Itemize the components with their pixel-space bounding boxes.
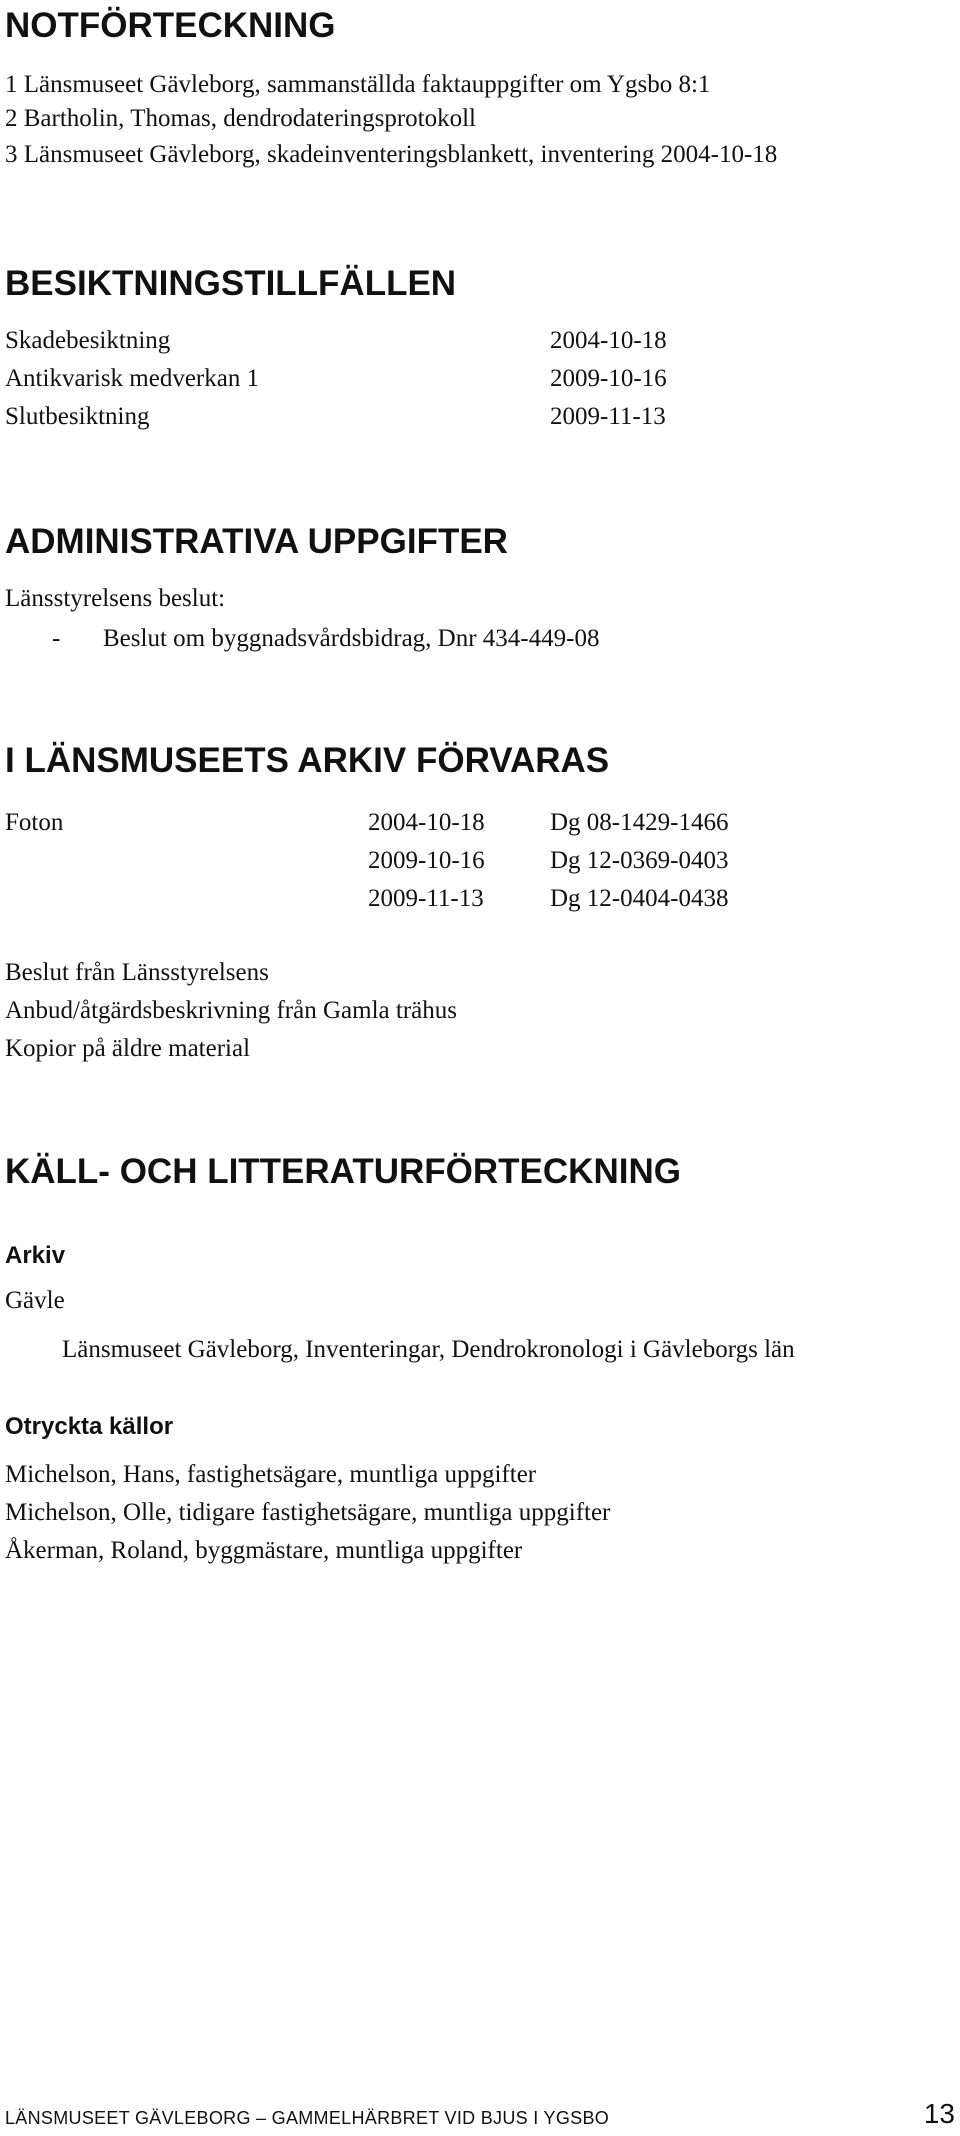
besiktningstillfallen-heading: BESIKTNINGSTILLFÄLLEN bbox=[5, 264, 457, 303]
page-footer: LÄNSMUSEET GÄVLEBORG – GAMMELHÄRBRET VID BJUS I YGSBO bbox=[5, 2108, 610, 2128]
inspection-date-3: 2009-11-13 bbox=[550, 403, 666, 430]
foto-date-1: 2004-10-18 bbox=[368, 809, 485, 836]
archive-item-2: Anbud/åtgärdsbeskrivning från Gamla trähus bbox=[5, 997, 457, 1024]
beslut-item: Beslut om byggnadsvårdsbidrag, Dnr 434-449-08 bbox=[103, 625, 600, 652]
otryckta-kallor-subheading: Otryckta källor bbox=[5, 1413, 174, 1440]
foto-date-2: 2009-10-16 bbox=[368, 847, 485, 874]
archive-item-1: Beslut från Länsstyrelsens bbox=[5, 959, 269, 986]
otryckt-source-2: Michelson, Olle, tidigare fastighetsägare, muntliga uppgifter bbox=[5, 1499, 611, 1526]
kallforteckning-heading: KÄLL- OCH LITTERATURFÖRTECKNING bbox=[5, 1152, 681, 1191]
foto-ref-1: Dg 08-1429-1466 bbox=[550, 809, 729, 836]
arkiv-forvaras-heading: I LÄNSMUSEETS ARKIV FÖRVARAS bbox=[5, 741, 610, 780]
inspection-date-1: 2004-10-18 bbox=[550, 327, 667, 354]
inspection-label-1: Skadebesiktning bbox=[5, 327, 171, 354]
place-label: Gävle bbox=[5, 1287, 65, 1314]
note-1: 1 Länsmuseet Gävleborg, sammanställda faktauppgifter om Ygsbo 8:1 bbox=[5, 71, 711, 98]
archive-item-3: Kopior på äldre material bbox=[5, 1035, 251, 1062]
lansstyrelsens-beslut-label: Länsstyrelsens beslut: bbox=[5, 585, 226, 612]
foton-label: Foton bbox=[5, 809, 64, 836]
list-dash: - bbox=[52, 625, 61, 652]
otryckt-source-1: Michelson, Hans, fastighetsägare, muntliga uppgifter bbox=[5, 1461, 537, 1488]
notforteckning-heading: NOTFÖRTECKNING bbox=[5, 6, 336, 45]
inspection-label-2: Antikvarisk medverkan 1 bbox=[5, 365, 260, 392]
arkiv-entry: Länsmuseet Gävleborg, Inventeringar, Dendrokronologi i Gävleborgs län bbox=[62, 1336, 795, 1363]
note-3: 3 Länsmuseet Gävleborg, skadeinventeringsblankett, inventering 2004-10-18 bbox=[5, 141, 778, 168]
inspection-label-3: Slutbesiktning bbox=[5, 403, 150, 430]
administrativa-heading: ADMINISTRATIVA UPPGIFTER bbox=[5, 522, 508, 561]
inspection-date-2: 2009-10-16 bbox=[550, 365, 667, 392]
arkiv-subheading: Arkiv bbox=[5, 1242, 66, 1269]
otryckt-source-3: Åkerman, Roland, byggmästare, muntliga uppgifter bbox=[5, 1537, 523, 1564]
page-number: 13 bbox=[923, 2098, 955, 2129]
foto-ref-2: Dg 12-0369-0403 bbox=[550, 847, 729, 874]
foto-ref-3: Dg 12-0404-0438 bbox=[550, 885, 729, 912]
foto-date-3: 2009-11-13 bbox=[368, 885, 484, 912]
note-2: 2 Bartholin, Thomas, dendrodateringsprotokoll bbox=[5, 105, 476, 132]
